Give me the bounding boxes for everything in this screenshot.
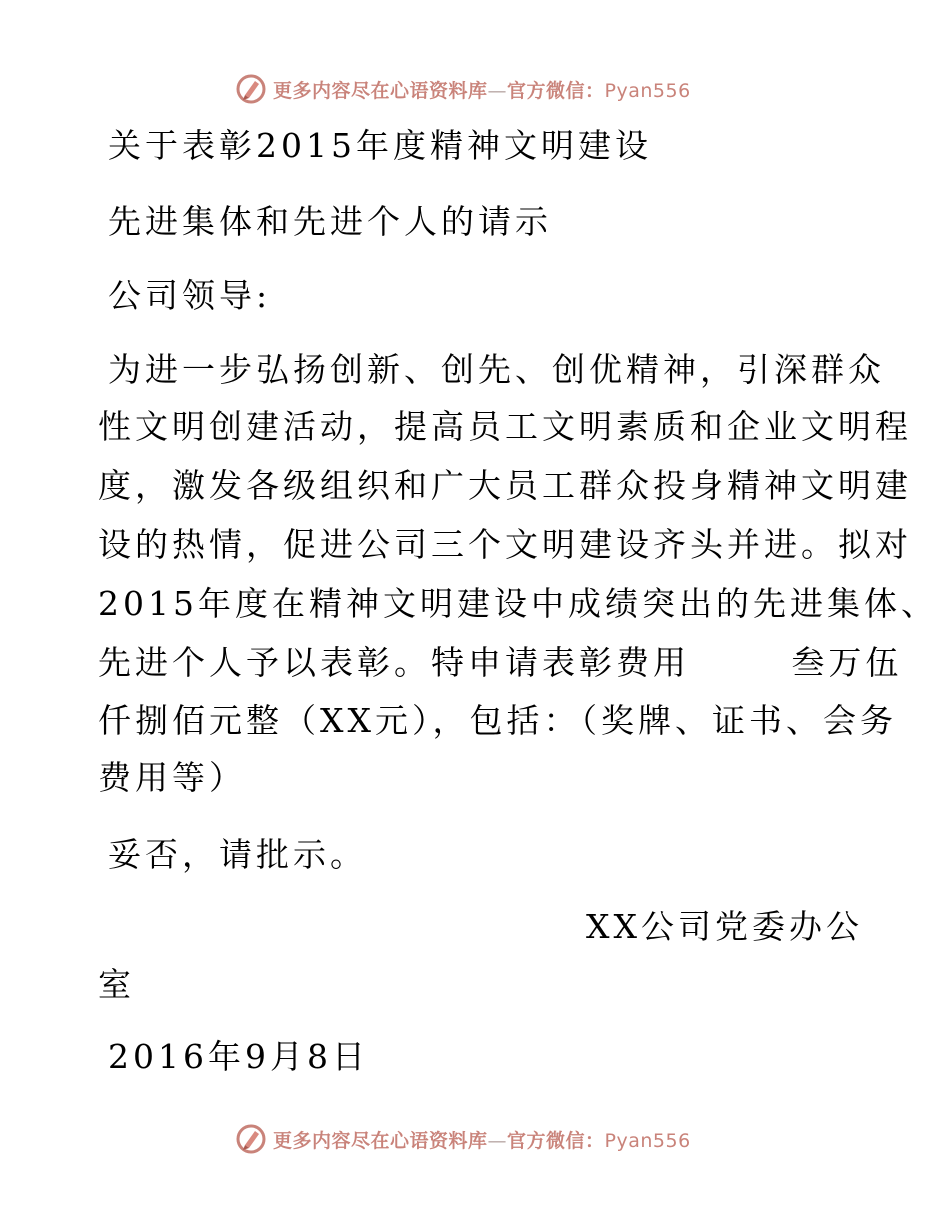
body-line: 性文明创建活动，提高员工文明素质和企业文明程 bbox=[98, 407, 912, 446]
signature-line-1: XX公司党委办公 bbox=[586, 907, 863, 946]
pen-logo-icon bbox=[235, 1123, 267, 1155]
watermark-main-text: 更多内容尽在心语资料库 bbox=[273, 79, 488, 102]
watermark-sub-text: 官方微信： bbox=[507, 1129, 605, 1152]
body-line: 为进一步弘扬创新、创先、创优精神，引深群众 bbox=[108, 350, 885, 389]
watermark-id: Pyan556 bbox=[604, 79, 691, 102]
salutation: 公司领导: bbox=[108, 276, 272, 315]
watermark-dash: — bbox=[487, 1129, 508, 1152]
body-line: 费用等） bbox=[98, 758, 246, 797]
watermark-text bbox=[273, 1126, 691, 1153]
footer-watermark bbox=[235, 1122, 705, 1156]
body-line: 2015年度在精神文明建设中成绩突出的先进集体、 bbox=[98, 584, 938, 623]
body-line: 先进个人予以表彰。特申请表彰费用 叁万伍 bbox=[98, 643, 903, 682]
body-line: 设的热情，促进公司三个文明建设齐头并进。拟对 bbox=[98, 525, 912, 564]
watermark-id: Pyan556 bbox=[604, 1129, 691, 1152]
watermark-main-text: 更多内容尽在心语资料库 bbox=[273, 1129, 488, 1152]
date-line: 2016年9月8日 bbox=[108, 1037, 369, 1076]
body-line: 度，激发各级组织和广大员工群众投身精神文明建 bbox=[98, 466, 912, 505]
header-watermark bbox=[235, 72, 705, 106]
signature-line-2: 室 bbox=[98, 965, 135, 1004]
watermark-dash: — bbox=[487, 79, 508, 102]
watermark-text bbox=[273, 76, 691, 103]
body-line: 仟捌佰元整（XX元），包括：（奖牌、证书、会务 bbox=[98, 701, 897, 740]
watermark-sub-text: 官方微信： bbox=[507, 79, 605, 102]
title-line-1: 关于表彰2015年度精神文明建设 bbox=[108, 126, 652, 165]
title-line-2: 先进集体和先进个人的请示 bbox=[108, 202, 552, 241]
pen-logo-icon bbox=[235, 73, 267, 105]
closing-line: 妥否，请批示。 bbox=[108, 835, 367, 874]
